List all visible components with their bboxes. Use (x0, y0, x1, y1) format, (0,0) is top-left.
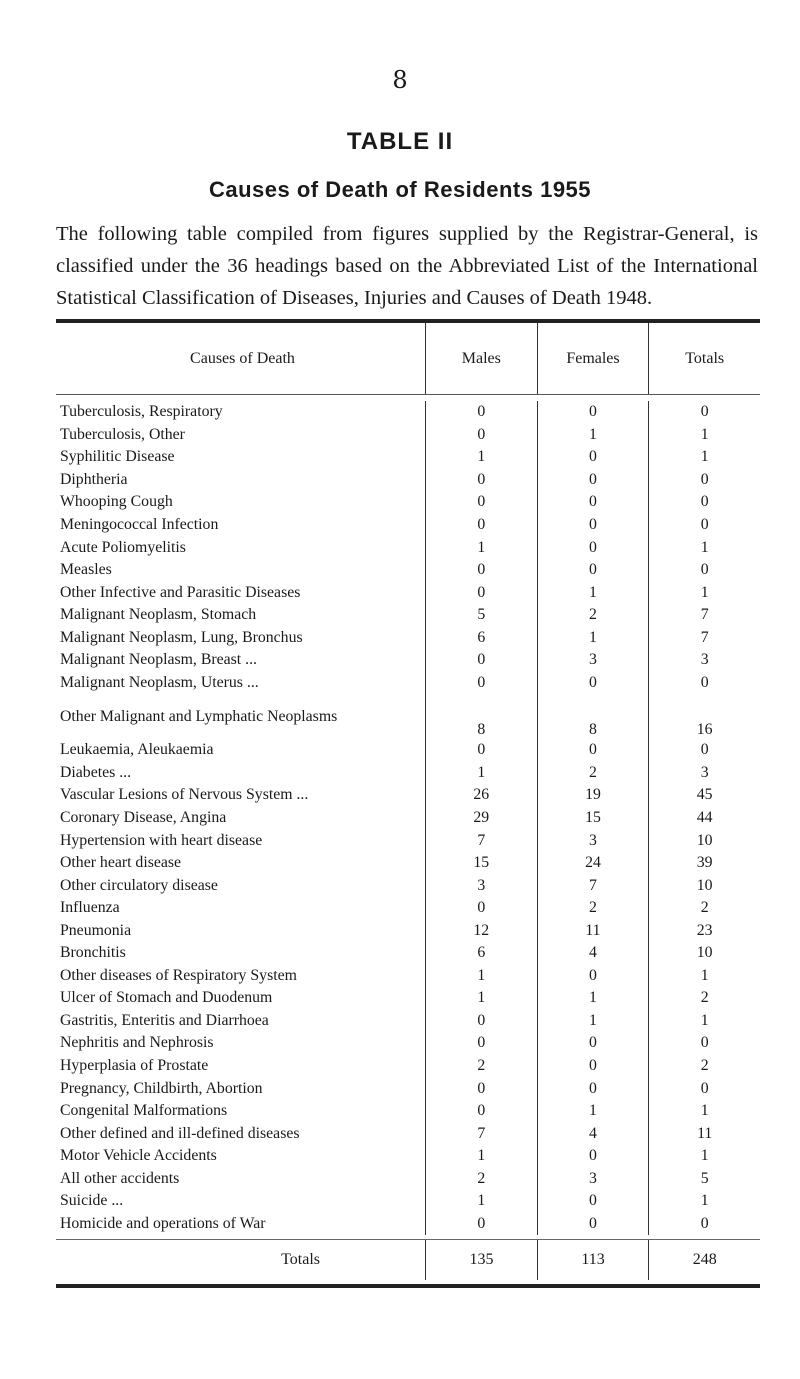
row-males: 1 (425, 446, 537, 469)
row-females: 0 (537, 1145, 649, 1168)
row-cause (56, 764, 425, 782)
row-males: 0 (425, 739, 537, 762)
row-females: 8 (537, 694, 649, 739)
row-females: 0 (537, 739, 649, 762)
table-row (56, 491, 760, 514)
table-row (56, 424, 760, 447)
row-females: 0 (537, 469, 649, 492)
row-cause (56, 584, 425, 602)
row-males: 6 (425, 626, 537, 649)
row-females: 0 (537, 1032, 649, 1055)
table-row (56, 784, 760, 807)
table-row (56, 694, 760, 739)
row-totals: 1 (648, 446, 760, 469)
row-totals: 7 (648, 604, 760, 627)
totals-totals: 248 (648, 1240, 760, 1280)
table-row (56, 1122, 760, 1145)
row-cause (56, 1125, 425, 1143)
row-cause-text: Other Malignant and Lymphatic Neoplasms (60, 706, 341, 728)
row-cause (56, 899, 425, 917)
row-cause (56, 1057, 425, 1075)
row-totals: 5 (648, 1168, 760, 1191)
table-row (56, 581, 760, 604)
table-row (56, 446, 760, 469)
row-totals: 10 (648, 829, 760, 852)
row-males: 6 (425, 942, 537, 965)
row-cause (56, 741, 425, 759)
causes-of-death-table (56, 319, 760, 1288)
row-females: 0 (537, 965, 649, 988)
table-row (56, 919, 760, 942)
totals-row (56, 1240, 760, 1280)
table-row (56, 942, 760, 965)
row-females: 1 (537, 424, 649, 447)
row-cause (56, 629, 425, 647)
row-cause-text: Other diseases of Respiratory System (60, 967, 301, 985)
table-row (56, 762, 760, 785)
row-males: 1 (425, 536, 537, 559)
row-cause-text: Pregnancy, Childbirth, Abortion (60, 1080, 267, 1098)
row-females: 0 (537, 1077, 649, 1100)
intro-paragraph: The following table compiled from figures supplied by the Registrar-General, is classified under the 36 headings based on the Abbreviated List of the International Statistical Classification of Diseases, Injuries and Causes of Death 1948. (56, 223, 758, 309)
row-cause-text: Pneumonia (60, 922, 135, 940)
row-totals: 45 (648, 784, 760, 807)
table-row (56, 1032, 760, 1055)
row-males: 1 (425, 762, 537, 785)
row-totals: 0 (648, 401, 760, 424)
table-row (56, 965, 760, 988)
row-cause (56, 426, 425, 444)
totals-males: 135 (425, 1240, 537, 1280)
row-cause (56, 403, 425, 421)
row-cause (56, 471, 425, 489)
totals-females: 113 (537, 1240, 649, 1280)
row-totals: 0 (648, 1077, 760, 1100)
row-males: 2 (425, 1168, 537, 1191)
row-males: 1 (425, 987, 537, 1010)
row-females: 1 (537, 987, 649, 1010)
row-totals: 1 (648, 536, 760, 559)
row-cause-text: Motor Vehicle Accidents (60, 1147, 221, 1165)
row-totals: 1 (648, 1010, 760, 1033)
row-females: 2 (537, 762, 649, 785)
row-males: 0 (425, 581, 537, 604)
row-cause (56, 854, 425, 872)
row-females: 0 (537, 536, 649, 559)
row-cause (56, 651, 425, 669)
row-females: 0 (537, 446, 649, 469)
table-row (56, 672, 760, 695)
row-totals: 0 (648, 514, 760, 537)
header-cause: Causes of Death (190, 349, 295, 367)
row-females: 2 (537, 897, 649, 920)
table-row (56, 604, 760, 627)
row-cause (56, 1147, 425, 1165)
row-females: 2 (537, 604, 649, 627)
table-row (56, 1010, 760, 1033)
row-males: 0 (425, 1010, 537, 1033)
row-males: 1 (425, 1190, 537, 1213)
row-females: 24 (537, 852, 649, 875)
table-row (56, 739, 760, 762)
table-row (56, 559, 760, 582)
row-females: 11 (537, 919, 649, 942)
row-females: 0 (537, 514, 649, 537)
table-row (56, 987, 760, 1010)
row-cause (56, 706, 425, 728)
row-cause-text: Other circulatory disease (60, 877, 222, 895)
row-totals: 3 (648, 649, 760, 672)
row-cause (56, 944, 425, 962)
row-females: 3 (537, 829, 649, 852)
row-totals: 0 (648, 491, 760, 514)
row-cause-text: Ulcer of Stomach and Duodenum (60, 989, 276, 1007)
row-totals: 1 (648, 1145, 760, 1168)
table-row (56, 626, 760, 649)
row-males: 0 (425, 1032, 537, 1055)
row-cause-text: Meningococcal Infection (60, 516, 222, 534)
row-males: 15 (425, 852, 537, 875)
row-females: 3 (537, 649, 649, 672)
row-cause (56, 539, 425, 557)
row-totals: 0 (648, 469, 760, 492)
row-males: 1 (425, 1145, 537, 1168)
row-totals: 1 (648, 965, 760, 988)
row-totals: 39 (648, 852, 760, 875)
row-males: 0 (425, 559, 537, 582)
row-cause-text: Syphilitic Disease (60, 448, 179, 466)
table-row (56, 852, 760, 875)
row-males: 0 (425, 649, 537, 672)
row-males: 0 (425, 514, 537, 537)
table-row (56, 897, 760, 920)
row-females: 4 (537, 942, 649, 965)
row-cause-text: Influenza (60, 899, 124, 917)
row-cause-text: Malignant Neoplasm, Breast ... (60, 651, 261, 669)
row-males: 0 (425, 1213, 537, 1236)
row-females: 3 (537, 1168, 649, 1191)
table-bottom-rule (56, 1284, 760, 1288)
table-row (56, 807, 760, 830)
row-cause-text: Malignant Neoplasm, Uterus ... (60, 674, 263, 692)
row-females: 0 (537, 401, 649, 424)
row-cause (56, 967, 425, 985)
row-cause (56, 561, 425, 579)
header-females: Females (537, 323, 649, 394)
row-cause (56, 606, 425, 624)
row-males: 2 (425, 1055, 537, 1078)
row-totals: 0 (648, 1213, 760, 1236)
table-row (56, 1168, 760, 1191)
row-cause (56, 1034, 425, 1052)
row-totals: 1 (648, 581, 760, 604)
header-totals: Totals (648, 323, 760, 394)
row-cause (56, 809, 425, 827)
row-totals: 1 (648, 1190, 760, 1213)
row-totals: 44 (648, 807, 760, 830)
row-cause (56, 877, 425, 895)
row-females: 0 (537, 559, 649, 582)
row-males: 0 (425, 1100, 537, 1123)
row-totals: 1 (648, 424, 760, 447)
row-males: 5 (425, 604, 537, 627)
row-cause (56, 1215, 425, 1233)
row-totals: 0 (648, 559, 760, 582)
table-title: TABLE II (346, 128, 454, 155)
table-row (56, 536, 760, 559)
table-row (56, 1213, 760, 1236)
row-totals: 7 (648, 626, 760, 649)
table-row (56, 469, 760, 492)
row-females: 1 (537, 626, 649, 649)
row-cause-text: Homicide and operations of War (60, 1215, 270, 1233)
row-males: 0 (425, 424, 537, 447)
row-cause-text: Acute Poliomyelitis (60, 539, 190, 557)
row-males: 0 (425, 672, 537, 695)
row-cause (56, 493, 425, 511)
row-males: 7 (425, 1122, 537, 1145)
row-totals: 3 (648, 762, 760, 785)
row-cause-text: Other Infective and Parasitic Diseases (60, 584, 304, 602)
row-females: 1 (537, 581, 649, 604)
row-females: 0 (537, 672, 649, 695)
row-cause-text: Malignant Neoplasm, Lung, Bronchus (60, 629, 307, 647)
row-cause-text: Vascular Lesions of Nervous System ... (60, 786, 312, 804)
row-cause (56, 832, 425, 850)
row-cause (56, 1170, 425, 1188)
row-cause-text: Other defined and ill-defined diseases (60, 1125, 304, 1143)
table-row (56, 514, 760, 537)
row-cause-text: Coronary Disease, Angina (60, 809, 230, 827)
row-cause (56, 1012, 425, 1030)
row-males: 12 (425, 919, 537, 942)
row-females: 19 (537, 784, 649, 807)
row-males: 3 (425, 874, 537, 897)
totals-label: Totals (281, 1251, 320, 1269)
row-females: 1 (537, 1100, 649, 1123)
row-females: 1 (537, 1010, 649, 1033)
row-males: 0 (425, 1077, 537, 1100)
row-cause (56, 922, 425, 940)
header-males: Males (425, 323, 537, 394)
row-females: 0 (537, 491, 649, 514)
row-totals: 10 (648, 874, 760, 897)
table-subtitle: Causes of Death of Residents 1955 (208, 177, 592, 202)
table-row (56, 1055, 760, 1078)
row-males: 0 (425, 897, 537, 920)
row-cause-text: Diabetes ... (60, 764, 135, 782)
row-males: 26 (425, 784, 537, 807)
table-header (56, 323, 760, 395)
row-females: 0 (537, 1213, 649, 1236)
row-cause (56, 1080, 425, 1098)
row-cause (56, 674, 425, 692)
row-cause-text: Malignant Neoplasm, Stomach (60, 606, 260, 624)
row-totals: 0 (648, 672, 760, 695)
row-totals: 16 (648, 694, 760, 739)
row-cause-text: Hyperplasia of Prostate (60, 1057, 212, 1075)
row-males: 1 (425, 965, 537, 988)
row-cause (56, 1102, 425, 1120)
row-cause (56, 448, 425, 466)
row-totals: 2 (648, 897, 760, 920)
row-cause-text: Suicide ... (60, 1192, 127, 1210)
row-totals: 10 (648, 942, 760, 965)
row-males: 0 (425, 491, 537, 514)
table-row (56, 1145, 760, 1168)
row-cause-text: Gastritis, Enteritis and Diarrhoea (60, 1012, 273, 1030)
row-males: 29 (425, 807, 537, 830)
row-cause (56, 516, 425, 534)
row-totals: 2 (648, 1055, 760, 1078)
row-cause-text: Other heart disease (60, 854, 185, 872)
table-row (56, 1100, 760, 1123)
table-row (56, 874, 760, 897)
row-totals: 0 (648, 1032, 760, 1055)
row-cause-text: Nephritis and Nephrosis (60, 1034, 218, 1052)
row-totals: 1 (648, 1100, 760, 1123)
row-cause-text: Diphtheria (60, 471, 132, 489)
row-males: 7 (425, 829, 537, 852)
row-totals: 11 (648, 1122, 760, 1145)
row-totals: 2 (648, 987, 760, 1010)
table-body (56, 395, 760, 1235)
row-cause-text: Measles (60, 561, 116, 579)
row-cause-text: All other accidents (60, 1170, 183, 1188)
row-cause (56, 989, 425, 1007)
table-row (56, 1077, 760, 1100)
row-females: 0 (537, 1190, 649, 1213)
row-cause-text: Whooping Cough (60, 493, 177, 511)
table-row (56, 829, 760, 852)
row-cause-text: Hypertension with heart disease (60, 832, 266, 850)
row-males: 0 (425, 469, 537, 492)
row-males: 0 (425, 401, 537, 424)
row-cause-text: Bronchitis (60, 944, 130, 962)
table-row (56, 401, 760, 424)
row-cause (56, 786, 425, 804)
table-row (56, 649, 760, 672)
row-cause-text: Tuberculosis, Respiratory (60, 403, 227, 421)
row-totals: 0 (648, 739, 760, 762)
row-females: 0 (537, 1055, 649, 1078)
table-row (56, 1190, 760, 1213)
row-males: 8 (425, 694, 537, 739)
row-cause-text: Congenital Malformations (60, 1102, 231, 1120)
row-females: 7 (537, 874, 649, 897)
row-females: 4 (537, 1122, 649, 1145)
page-number: 8 (392, 66, 408, 94)
row-cause (56, 1192, 425, 1210)
row-females: 15 (537, 807, 649, 830)
row-totals: 23 (648, 919, 760, 942)
row-cause-text: Tuberculosis, Other (60, 426, 189, 444)
row-cause-text: Leukaemia, Aleukaemia (60, 741, 218, 759)
